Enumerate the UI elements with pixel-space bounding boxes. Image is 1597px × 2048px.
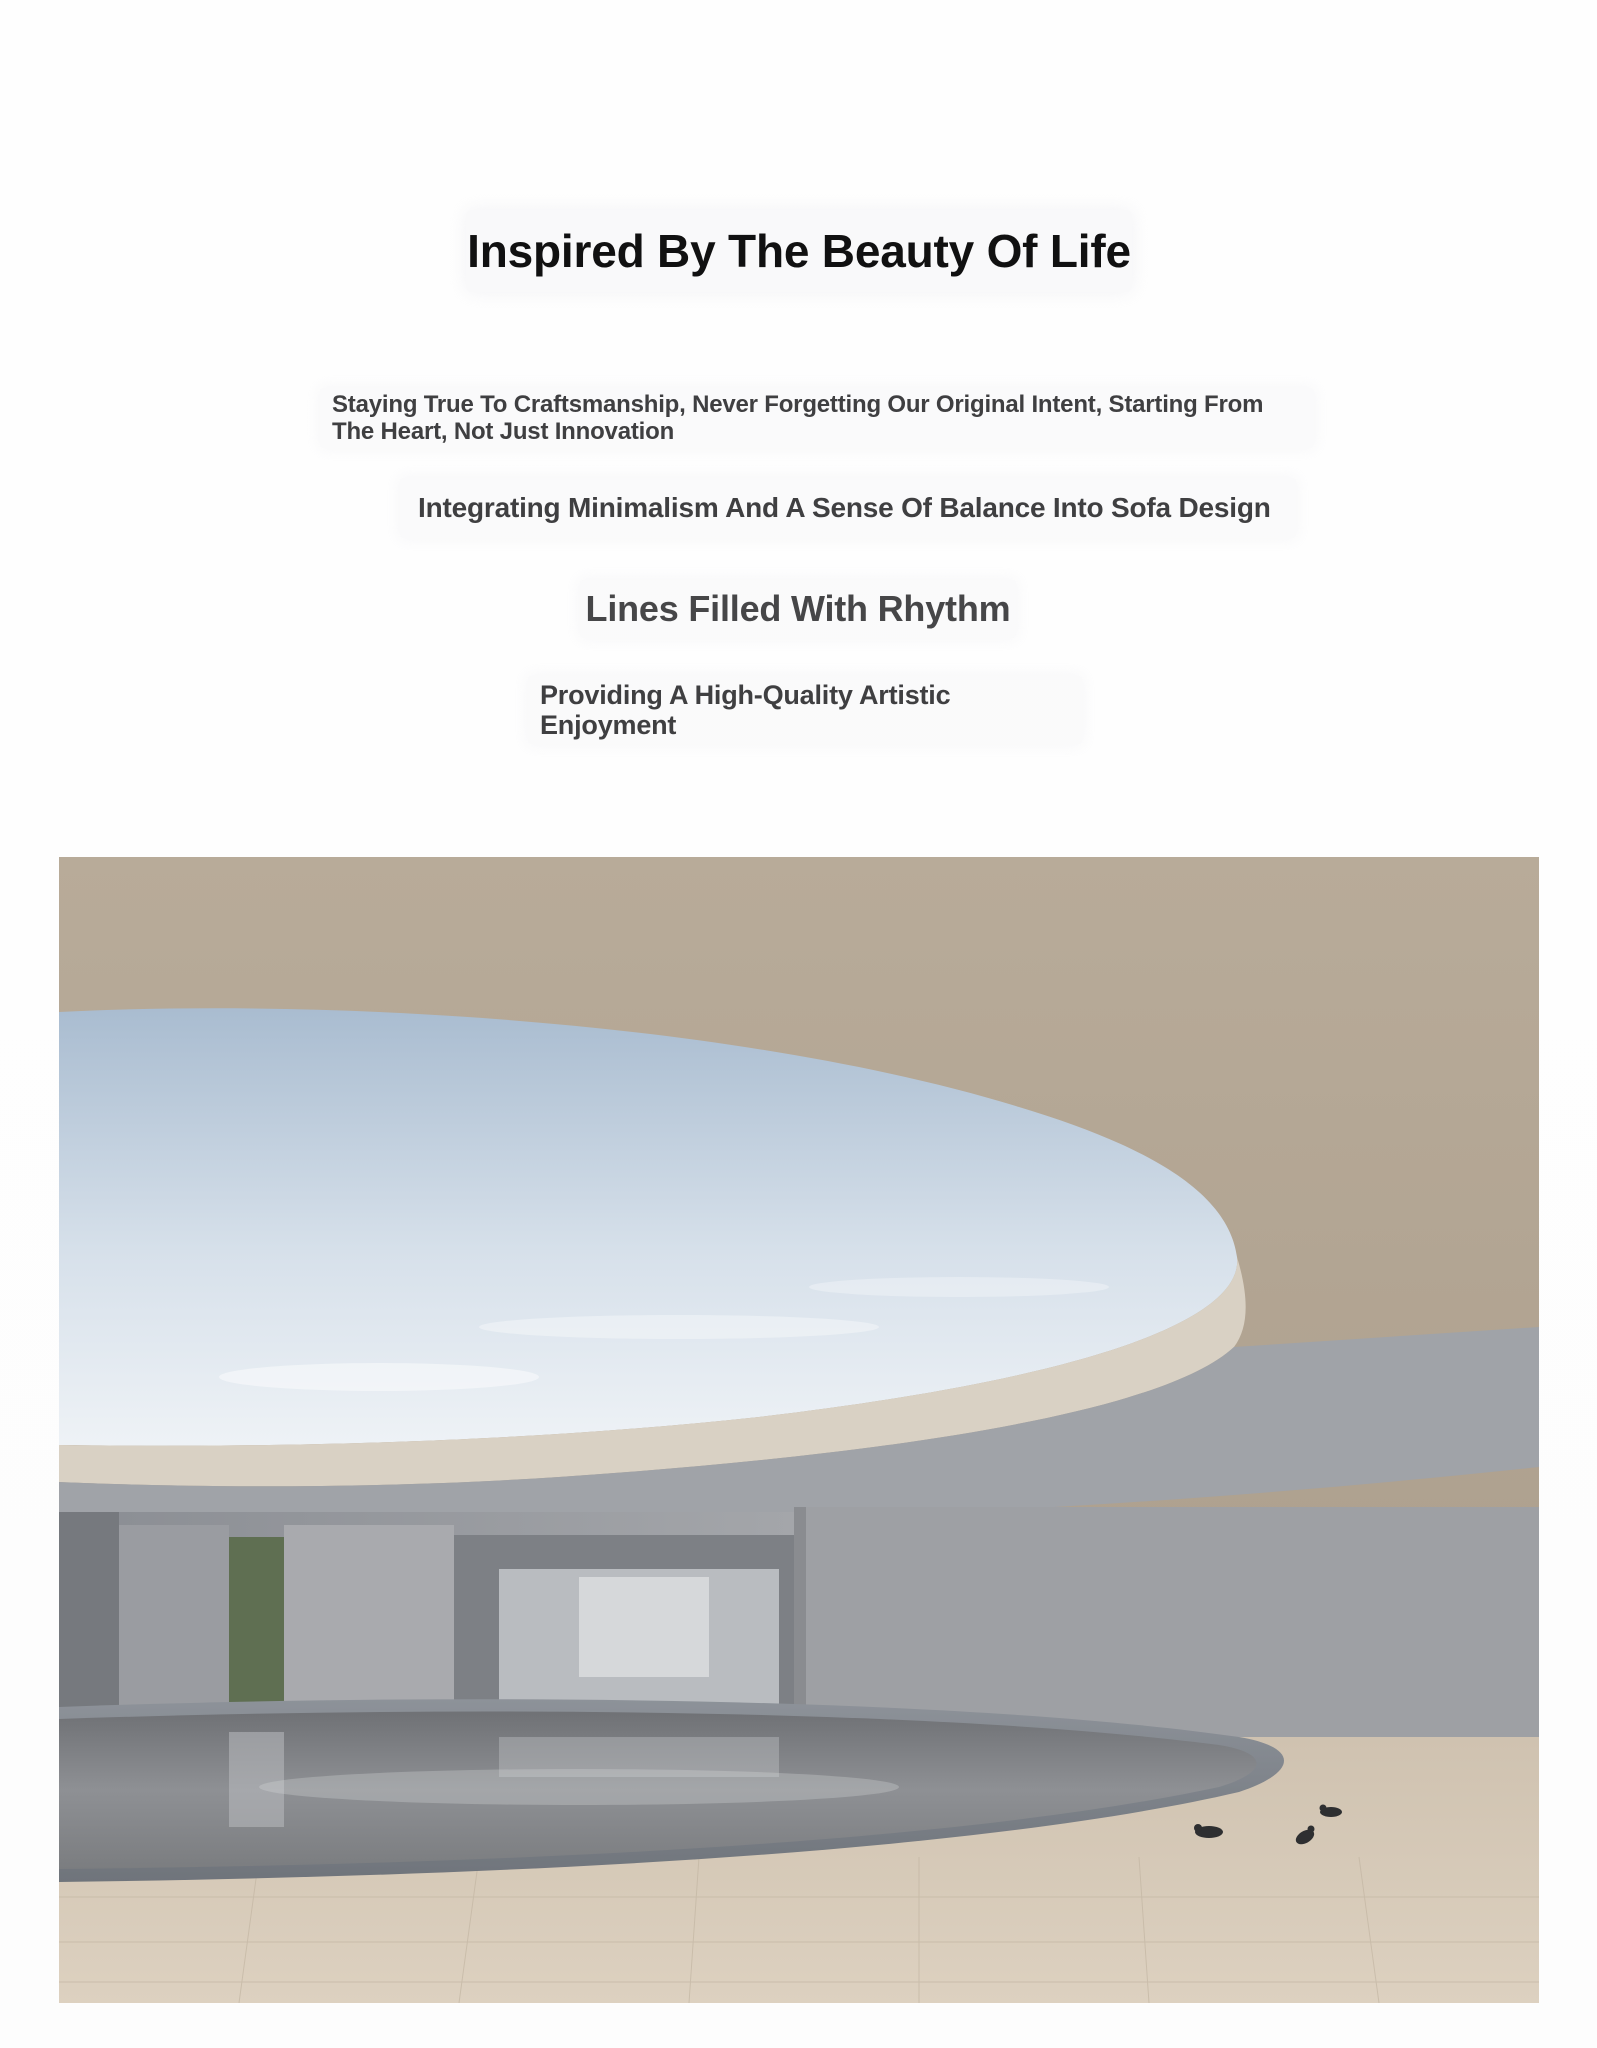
tagline-minimalism: Integrating Minimalism And A Sense Of Balance Into Sofa Design bbox=[400, 478, 1296, 538]
page-title: Inspired By The Beauty Of Life bbox=[466, 210, 1132, 292]
subtitle-text: Staying True To Craftsmanship, Never Forgetting Our Original Intent, Starting From The Heart, Not Just Innovation bbox=[320, 388, 1314, 448]
tagline-rhythm: Lines Filled With Rhythm bbox=[580, 580, 1016, 638]
tagline-artistic-text: Providing A High-Quality Artistic Enjoyment bbox=[540, 680, 951, 740]
tagline-artistic bbox=[528, 676, 1082, 744]
architecture-image bbox=[59, 857, 1539, 2003]
